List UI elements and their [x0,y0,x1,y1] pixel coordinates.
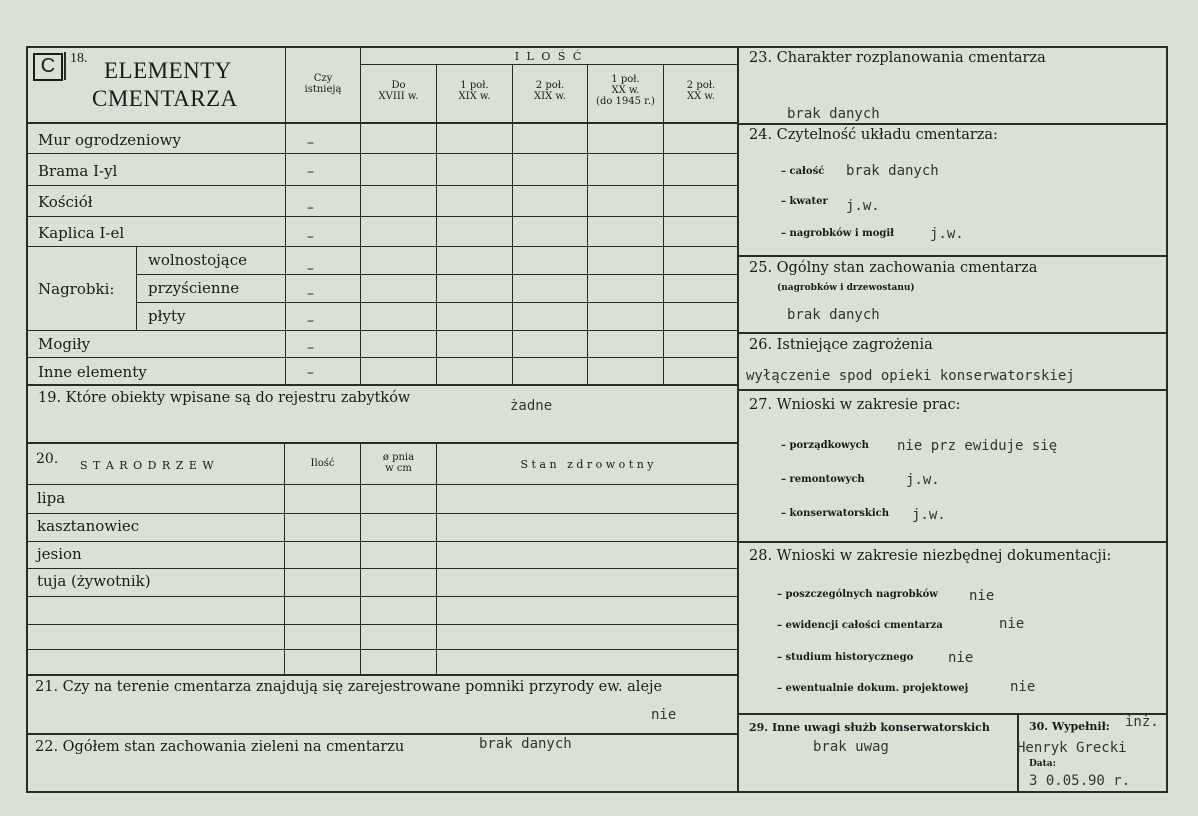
row-label: Mur ogrodzeniowy [38,131,181,149]
section-25-label: 25. Ogólny stan zachowania cmentarza [749,260,1038,276]
section-27-item-label: – remontowych [781,474,865,485]
section-30-title-value: inż. [1125,714,1159,730]
section-18-number: 18. [70,51,88,66]
section-20-title: S T A R O D R Z E W [80,459,215,472]
row-label: Kościół [38,193,93,211]
tree-label: kasztanowiec [37,517,140,535]
section-24-item-label: – nagrobków i mogił [781,228,895,239]
section-28-item-label: – ewentualnie dokum. projektowej [777,683,969,694]
section-27-item-label: – konserwatorskich [781,508,889,519]
section-30-name: Henryk Grecki [1017,740,1127,756]
section-21-value: nie [651,707,677,723]
section-20-number: 20. [36,451,59,467]
section-30-label: 30. Wypełnił: [1029,720,1110,733]
section-22-value: brak danych [479,736,572,752]
section-25-value: brak danych [787,307,880,323]
col-2pol-xx: 2 poł. XX w. [686,80,716,102]
col-do-xviii: Do XVIII w. [378,80,419,102]
row-label: Inne elementy [38,363,147,381]
section-20-stan: S t a n z d r o w o t n y [520,458,654,471]
section-30-date-label: Data: [1029,759,1056,769]
section-28-item-value: nie [948,650,974,666]
section-27-label: 27. Wnioski w zakresie prac: [749,397,961,413]
section-27-item-value: j.w. [912,507,946,523]
section-28-item-label: – ewidencji całości cmentarza [777,620,943,631]
nagrobki-label: Nagrobki: [38,280,115,298]
section-29-value: brak uwag [813,739,889,755]
section-23-label: 23. Charakter rozplanowania cmentarza [749,50,1046,66]
section-25-sub: (nagrobków i drzewostanu) [777,283,915,293]
section-28-label: 28. Wnioski w zakresie niezbędnej dokumentacji: [749,548,1112,564]
row-exists: – [307,229,314,245]
section-24-item-value: j.w. [930,226,964,242]
col-1pol-xx: 1 poł. XX w. (do 1945 r.) [596,74,655,107]
exists-header: Czy istnieją [304,73,342,95]
section-c-badge: C [33,53,63,81]
section-24-label: 24. Czytelność układu cmentarza: [749,127,998,143]
ilosc-header: I L O Ś Ć [514,50,584,63]
col-1pol-xix: 1 poł. XIX w. [458,80,491,102]
section-28-item-value: nie [999,616,1025,632]
row-exists: – [307,200,314,216]
section-29-label: 29. Inne uwagi służb konserwatorskich [749,721,990,734]
row-label: przyścienne [148,279,240,297]
section-20-pnia: ø pnia w cm [382,452,415,474]
row-label: Kaplica I-el [38,224,125,242]
row-label: płyty [148,307,186,325]
row-label: wolnostojące [148,251,247,269]
row-exists: – [307,340,314,356]
section-18-title-2: CMENTARZA [92,86,238,111]
section-30-date-value: 3 0.05.90 r. [1029,773,1131,789]
section-21-label: 21. Czy na terenie cmentarza znajdują się zarejestrowane pomniki przyrody ew. aleje [35,679,663,695]
section-20-ilosc: Ilość [310,458,335,469]
row-label: Mogiły [38,335,91,353]
col-2pol-xix: 2 poł. XIX w. [534,80,566,102]
section-22-label: 22. Ogółem stan zachowania zieleni na cmentarzu [35,739,405,755]
tree-label: lipa [37,489,66,507]
section-24-item-label: – całość [781,166,825,177]
section-18-title-1: ELEMENTY [104,58,232,83]
section-19-label: 19. Które obiekty wpisane są do rejestru zabytków [38,390,411,406]
row-exists: – [307,261,314,277]
tree-label: tuja (żywotnik) [37,572,151,590]
section-26-value: wyłączenie spod opieki konserwatorskiej [746,368,1075,384]
row-exists: – [307,164,314,180]
row-label: Brama I-yl [38,162,118,180]
row-exists: – [307,365,314,381]
section-27-item-value: j.w. [906,472,940,488]
section-27-item-label: – porządkowych [781,440,869,451]
row-exists: – [307,286,314,302]
section-28-item-value: nie [969,588,995,604]
section-28-item-label: – studium historycznego [777,652,914,663]
row-exists: – [307,313,314,329]
section-28-item-value: nie [1010,679,1036,695]
section-28-item-label: – poszczególnych nagrobków [777,589,938,600]
section-24-item-value: j.w. [846,198,880,214]
section-27-item-value: nie prz ewiduje się [897,438,1058,454]
section-23-value: brak danych [787,106,880,122]
section-24-item-label: – kwater [781,196,828,207]
section-24-item-value: brak danych [846,163,939,179]
row-exists: – [307,135,314,151]
section-19-value: żadne [510,398,553,414]
tree-label: jesion [37,545,82,563]
section-26-label: 26. Istniejące zagrożenia [749,337,933,353]
